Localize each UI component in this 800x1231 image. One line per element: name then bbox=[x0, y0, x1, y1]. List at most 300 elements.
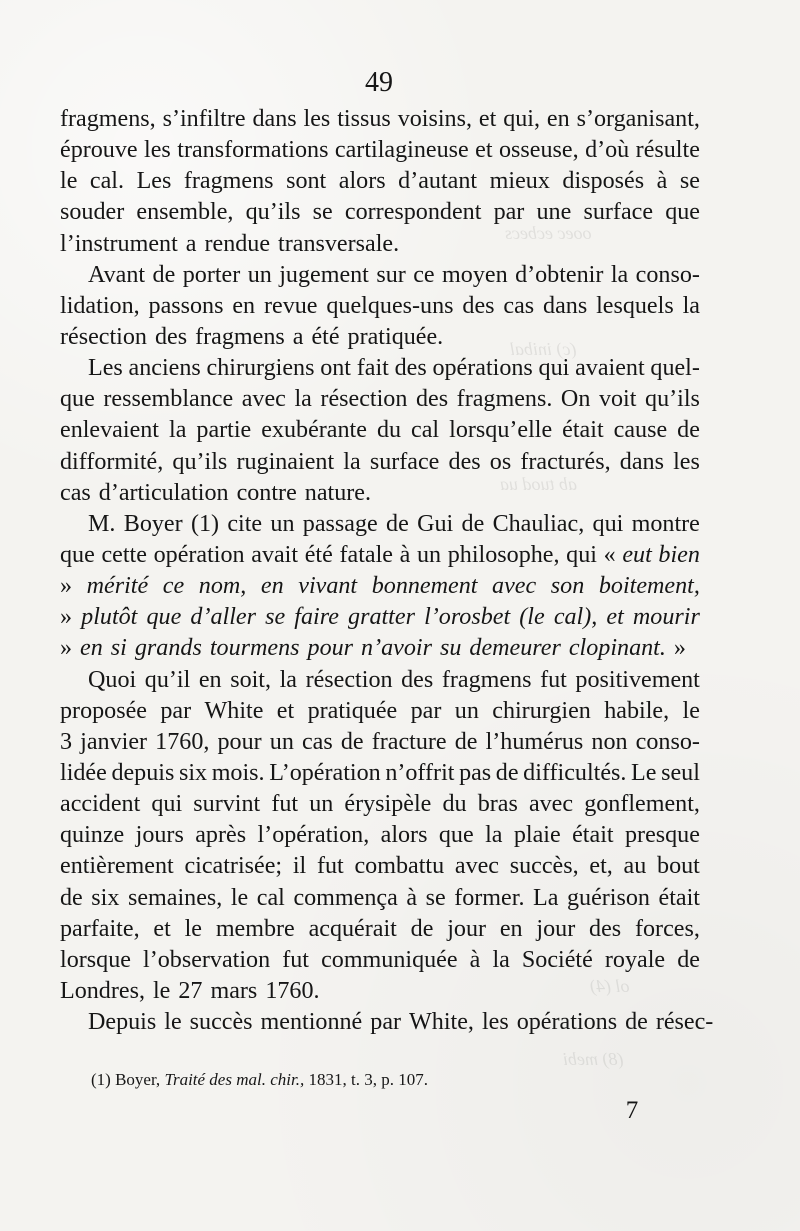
show-through-text: (c) inibal bbox=[510, 339, 577, 359]
word: que bbox=[438, 822, 474, 849]
text-line bbox=[60, 727, 700, 758]
word: lidation, bbox=[60, 292, 140, 319]
word: le bbox=[682, 697, 700, 724]
word: en bbox=[499, 915, 523, 942]
word: du bbox=[376, 417, 402, 444]
text-line bbox=[60, 851, 700, 882]
word: depuis bbox=[111, 759, 175, 786]
word: des bbox=[589, 915, 622, 942]
word: éprouve bbox=[60, 137, 138, 164]
word: il bbox=[292, 853, 307, 880]
word: janvier bbox=[80, 728, 148, 755]
word: plutôt bbox=[81, 604, 138, 631]
word: accident bbox=[60, 791, 141, 818]
main-text bbox=[60, 104, 714, 1038]
word: résection bbox=[305, 666, 393, 693]
word: des bbox=[448, 448, 481, 475]
paragraph-6 bbox=[60, 1007, 714, 1038]
word: avec bbox=[528, 791, 574, 818]
word: quel- bbox=[650, 355, 700, 382]
word: survint bbox=[193, 791, 261, 818]
word: que bbox=[665, 199, 700, 226]
word: quelques-uns bbox=[326, 292, 454, 319]
word: Les bbox=[136, 168, 172, 195]
text-line bbox=[60, 976, 700, 1007]
word: avec bbox=[241, 386, 286, 413]
word: fut bbox=[282, 946, 309, 973]
word: transformations bbox=[177, 137, 329, 164]
word: fragmens bbox=[441, 666, 532, 693]
word: d’où bbox=[585, 137, 630, 164]
word: les bbox=[673, 448, 700, 475]
word: bras bbox=[477, 791, 518, 818]
word: que bbox=[60, 541, 95, 568]
word: de bbox=[625, 1009, 648, 1036]
word: eut bbox=[622, 541, 652, 568]
word: M. bbox=[88, 510, 116, 537]
word: lidée bbox=[60, 759, 107, 786]
word: mieux bbox=[489, 168, 550, 195]
word: la bbox=[294, 386, 312, 413]
footnote-prefix: (1) Boyer, bbox=[91, 1070, 161, 1089]
word: Avant bbox=[88, 261, 146, 288]
word: clopinant. bbox=[568, 635, 666, 662]
word: 1760, bbox=[155, 728, 210, 755]
word: chirurgiens bbox=[206, 355, 315, 382]
text-line bbox=[60, 260, 700, 291]
text-line bbox=[60, 322, 700, 353]
word: bien bbox=[658, 541, 700, 568]
word: la bbox=[682, 292, 700, 319]
word: tissus bbox=[337, 106, 391, 132]
word: qui, bbox=[503, 106, 541, 132]
word: pour bbox=[217, 728, 262, 755]
word: qui bbox=[592, 510, 624, 537]
word: pas bbox=[459, 759, 492, 786]
word: dans bbox=[252, 106, 297, 132]
word: six bbox=[91, 884, 120, 911]
word: fatale bbox=[339, 541, 393, 568]
word: souder bbox=[60, 199, 125, 226]
word: de bbox=[677, 946, 700, 973]
word: ce bbox=[413, 261, 435, 288]
word: a bbox=[292, 323, 304, 350]
word: un bbox=[269, 728, 294, 755]
text-line bbox=[60, 104, 700, 135]
word: 1760. bbox=[265, 977, 320, 1004]
text-line bbox=[60, 820, 700, 851]
word: d’aller bbox=[190, 604, 256, 631]
word: la bbox=[343, 448, 361, 475]
word: On bbox=[560, 386, 591, 413]
word: philosophe, bbox=[447, 541, 560, 568]
word: de bbox=[677, 417, 700, 444]
word: s’organisant, bbox=[576, 106, 700, 132]
text-line bbox=[60, 758, 700, 789]
word: des bbox=[462, 292, 495, 319]
text-line bbox=[60, 353, 700, 384]
word: son bbox=[550, 573, 585, 600]
word: d’autant bbox=[398, 168, 478, 195]
word: a bbox=[185, 230, 197, 257]
word: soit, bbox=[230, 666, 272, 693]
word: L’opération bbox=[269, 759, 381, 786]
word: été bbox=[311, 323, 340, 350]
word: l’orosbet bbox=[424, 604, 511, 631]
text-line bbox=[60, 229, 700, 260]
word: ruginaient bbox=[236, 448, 335, 475]
word: transversale. bbox=[278, 230, 400, 257]
word: de bbox=[410, 915, 434, 942]
word: si bbox=[110, 635, 127, 662]
word: boitement, bbox=[598, 573, 700, 600]
word: se bbox=[265, 604, 286, 631]
word: fragmens, bbox=[60, 106, 156, 132]
word: était bbox=[658, 884, 700, 911]
word: se bbox=[425, 884, 446, 911]
word: Londres, bbox=[60, 977, 145, 1004]
word: à bbox=[656, 168, 668, 195]
word: White bbox=[204, 697, 264, 724]
word: l’observation bbox=[143, 946, 271, 973]
word: combattu bbox=[354, 853, 445, 880]
word: Quoi bbox=[88, 666, 137, 693]
word: à bbox=[406, 884, 418, 911]
word: érysipèle bbox=[344, 791, 432, 818]
text-line bbox=[60, 447, 700, 478]
word: fait bbox=[356, 355, 389, 382]
paragraph-1 bbox=[60, 104, 700, 260]
word: fragmens. bbox=[456, 386, 553, 413]
word: de bbox=[340, 728, 364, 755]
text-line bbox=[60, 509, 700, 540]
show-through-text: (8) mebi bbox=[563, 1049, 624, 1069]
word: jour bbox=[536, 915, 576, 942]
text-line bbox=[60, 914, 700, 945]
text-line bbox=[60, 665, 700, 696]
word: qui bbox=[566, 541, 597, 568]
word: avec bbox=[454, 853, 500, 880]
word: correspondent bbox=[344, 199, 482, 226]
word: dans bbox=[543, 292, 588, 319]
word: bonnement bbox=[371, 573, 478, 600]
word: proposée bbox=[60, 697, 147, 724]
word: n’avoir bbox=[361, 635, 432, 662]
word: se bbox=[679, 168, 700, 195]
word: résulte bbox=[635, 137, 700, 164]
word: mentionné bbox=[260, 1009, 363, 1036]
word: était bbox=[562, 417, 604, 444]
word: difformité, bbox=[60, 448, 164, 475]
word: au bbox=[623, 853, 647, 880]
text-line bbox=[60, 166, 700, 197]
word: mourir bbox=[632, 604, 700, 631]
word: gonflement, bbox=[584, 791, 700, 818]
word: avait bbox=[251, 541, 299, 568]
word: Gui bbox=[417, 510, 454, 537]
word: résection bbox=[60, 323, 147, 350]
page-number: 49 bbox=[365, 67, 393, 98]
word: tourmens bbox=[209, 635, 300, 662]
word: partie bbox=[196, 417, 252, 444]
word: résec- bbox=[655, 1009, 714, 1036]
word: cal), bbox=[553, 604, 598, 631]
word: opérations bbox=[516, 1009, 618, 1036]
word: par bbox=[410, 697, 442, 724]
word: contre bbox=[236, 479, 297, 506]
word: le bbox=[164, 1009, 182, 1036]
text-line bbox=[60, 135, 700, 166]
word: « bbox=[603, 541, 616, 568]
word: cicatrisée; bbox=[184, 853, 283, 880]
word: des bbox=[401, 666, 434, 693]
word: jours bbox=[135, 822, 184, 849]
word: non bbox=[591, 728, 628, 755]
word: la bbox=[279, 666, 297, 693]
word: pratiquée. bbox=[347, 323, 444, 350]
text-line bbox=[60, 696, 700, 727]
show-through-text: ab tuod ua bbox=[500, 474, 578, 494]
word: rendue bbox=[204, 230, 271, 257]
word: nature. bbox=[304, 479, 371, 506]
word: le bbox=[230, 884, 249, 911]
word: des bbox=[415, 386, 449, 413]
word: d’obtenir bbox=[515, 261, 604, 288]
word: forces, bbox=[634, 915, 700, 942]
word: la bbox=[610, 261, 629, 288]
word: Les bbox=[88, 355, 123, 382]
show-through-text: ol (4) bbox=[590, 976, 630, 996]
word: cite bbox=[227, 510, 263, 537]
word: fracture bbox=[371, 728, 447, 755]
word: conso- bbox=[635, 261, 700, 288]
word: jour bbox=[447, 915, 487, 942]
word: royale bbox=[604, 946, 666, 973]
word: passage bbox=[302, 510, 378, 537]
word: anciens bbox=[128, 355, 201, 382]
word: de bbox=[60, 884, 83, 911]
word: mérité bbox=[86, 573, 149, 600]
word: quinze bbox=[60, 822, 125, 849]
word: un bbox=[309, 791, 334, 818]
word: une bbox=[536, 199, 572, 226]
word: presque bbox=[625, 822, 700, 849]
paragraph-2 bbox=[60, 260, 700, 353]
paragraph-5 bbox=[60, 665, 700, 1008]
word: de bbox=[152, 261, 176, 288]
word: était bbox=[572, 822, 614, 849]
word: montre bbox=[631, 510, 700, 537]
word: former. bbox=[454, 884, 525, 911]
text-line bbox=[60, 602, 700, 633]
word: » bbox=[60, 573, 73, 600]
word: la bbox=[485, 822, 503, 849]
word: de bbox=[495, 759, 519, 786]
text-line bbox=[60, 789, 700, 820]
word: habile, bbox=[604, 697, 670, 724]
text-line bbox=[60, 571, 700, 602]
word: White, bbox=[409, 1009, 474, 1036]
word: qu’il bbox=[144, 666, 191, 693]
word: avaient bbox=[575, 355, 645, 382]
word: après bbox=[195, 822, 247, 849]
text-line bbox=[60, 633, 700, 664]
text-line bbox=[60, 540, 700, 571]
word: porter bbox=[182, 261, 241, 288]
text-line bbox=[60, 415, 700, 446]
word: ont bbox=[320, 355, 351, 382]
word: de bbox=[454, 728, 478, 755]
text-line bbox=[60, 883, 700, 914]
word: semaines, bbox=[127, 884, 223, 911]
word: par bbox=[370, 1009, 402, 1036]
word: moyen bbox=[442, 261, 508, 288]
word: entièrement bbox=[60, 853, 174, 880]
word: des bbox=[394, 355, 427, 382]
word: les bbox=[303, 106, 331, 132]
word: communiquée bbox=[321, 946, 458, 973]
word: bout bbox=[657, 853, 700, 880]
word: alors bbox=[338, 168, 386, 195]
word: » bbox=[60, 635, 73, 662]
word: fracturés, bbox=[520, 448, 611, 475]
word: mars bbox=[210, 977, 258, 1004]
word: gratter bbox=[348, 604, 415, 631]
word: osseuse, bbox=[498, 137, 579, 164]
word: cal bbox=[411, 417, 440, 444]
word: sont bbox=[286, 168, 327, 195]
word: surface bbox=[369, 448, 440, 475]
word: qu’ils bbox=[245, 199, 301, 226]
word: d’articulation bbox=[98, 479, 229, 506]
word: le bbox=[184, 915, 202, 942]
word: voisins, bbox=[397, 106, 472, 132]
word: se bbox=[312, 199, 333, 226]
word: du bbox=[442, 791, 467, 818]
word: » bbox=[60, 604, 73, 631]
text-line bbox=[60, 478, 700, 509]
word: les bbox=[144, 137, 171, 164]
word: succès, bbox=[509, 853, 579, 880]
word: en bbox=[80, 635, 103, 662]
word: dans bbox=[619, 448, 664, 475]
word: et bbox=[606, 604, 624, 631]
text-line bbox=[60, 197, 700, 228]
paragraph-4 bbox=[60, 509, 700, 665]
word: la bbox=[169, 417, 187, 444]
word: en bbox=[232, 292, 256, 319]
word: Boyer bbox=[123, 510, 183, 537]
word: et bbox=[276, 697, 295, 724]
word: un bbox=[417, 541, 442, 568]
word: ressemblance bbox=[103, 386, 234, 413]
word: résection bbox=[320, 386, 408, 413]
word: lesquels bbox=[596, 292, 674, 319]
word: revue bbox=[263, 292, 318, 319]
word: le bbox=[152, 977, 171, 1004]
word: fut bbox=[271, 791, 299, 818]
word: que bbox=[146, 604, 182, 631]
word: » bbox=[673, 635, 686, 662]
word: cal. bbox=[89, 168, 125, 195]
word: cas bbox=[301, 728, 333, 755]
word: de bbox=[461, 510, 485, 537]
word: (1) bbox=[190, 510, 220, 537]
word: en bbox=[260, 573, 284, 600]
word: jugement bbox=[279, 261, 369, 288]
word: demeurer bbox=[469, 635, 561, 662]
word: vivant bbox=[298, 573, 358, 600]
word: cal bbox=[256, 884, 285, 911]
word: (le bbox=[519, 604, 545, 631]
paragraph-3 bbox=[60, 353, 700, 509]
word: à bbox=[469, 946, 481, 973]
word: été bbox=[304, 541, 333, 568]
footnote-title: Traité des mal. chir., bbox=[164, 1070, 305, 1089]
word: positivement bbox=[575, 666, 700, 693]
word: s’infiltre bbox=[162, 106, 246, 132]
word: Chauliac, bbox=[492, 510, 585, 537]
word: alors bbox=[380, 822, 428, 849]
word: exubérante bbox=[261, 417, 367, 444]
text-line bbox=[60, 384, 700, 415]
word: fut bbox=[540, 666, 567, 693]
word: l’instrument bbox=[60, 230, 178, 257]
text-line bbox=[60, 291, 700, 322]
word: disposés bbox=[562, 168, 645, 195]
word: qui bbox=[151, 791, 183, 818]
word: opérations bbox=[432, 355, 533, 382]
word: cause bbox=[613, 417, 668, 444]
word: les bbox=[481, 1009, 509, 1036]
text-line bbox=[60, 1007, 714, 1038]
word: lorsqu’elle bbox=[449, 417, 553, 444]
word: qu’ils bbox=[172, 448, 228, 475]
word: l’humérus bbox=[485, 728, 584, 755]
word: guérison bbox=[566, 884, 650, 911]
word: La bbox=[533, 884, 559, 911]
word: qui bbox=[538, 355, 570, 382]
signature-mark: 7 bbox=[625, 1097, 639, 1124]
word: que bbox=[60, 386, 95, 413]
word: 27 bbox=[178, 977, 203, 1004]
word: la bbox=[492, 946, 510, 973]
footnote-suffix: 1831, t. 3, p. 107. bbox=[308, 1070, 428, 1089]
word: os bbox=[489, 448, 512, 475]
word: difficultés. bbox=[523, 759, 627, 786]
word: un bbox=[247, 261, 272, 288]
word: l’opération, bbox=[257, 822, 370, 849]
word: succès bbox=[189, 1009, 253, 1036]
word: ce bbox=[162, 573, 185, 600]
word: Le bbox=[631, 759, 657, 786]
word: lorsque bbox=[60, 946, 131, 973]
word: par bbox=[160, 697, 192, 724]
word: et bbox=[475, 137, 493, 164]
word: à bbox=[399, 541, 411, 568]
word: 3 bbox=[60, 728, 73, 755]
word: Société bbox=[521, 946, 593, 973]
word: sur bbox=[376, 261, 406, 288]
word: avec bbox=[492, 573, 537, 600]
word: seul bbox=[661, 759, 700, 786]
word: grands bbox=[134, 635, 202, 662]
show-through-text: ooec ecbecs bbox=[505, 223, 592, 243]
word: cas bbox=[60, 479, 91, 506]
word: commença bbox=[293, 884, 398, 911]
word: par bbox=[493, 199, 525, 226]
word: passons bbox=[148, 292, 224, 319]
